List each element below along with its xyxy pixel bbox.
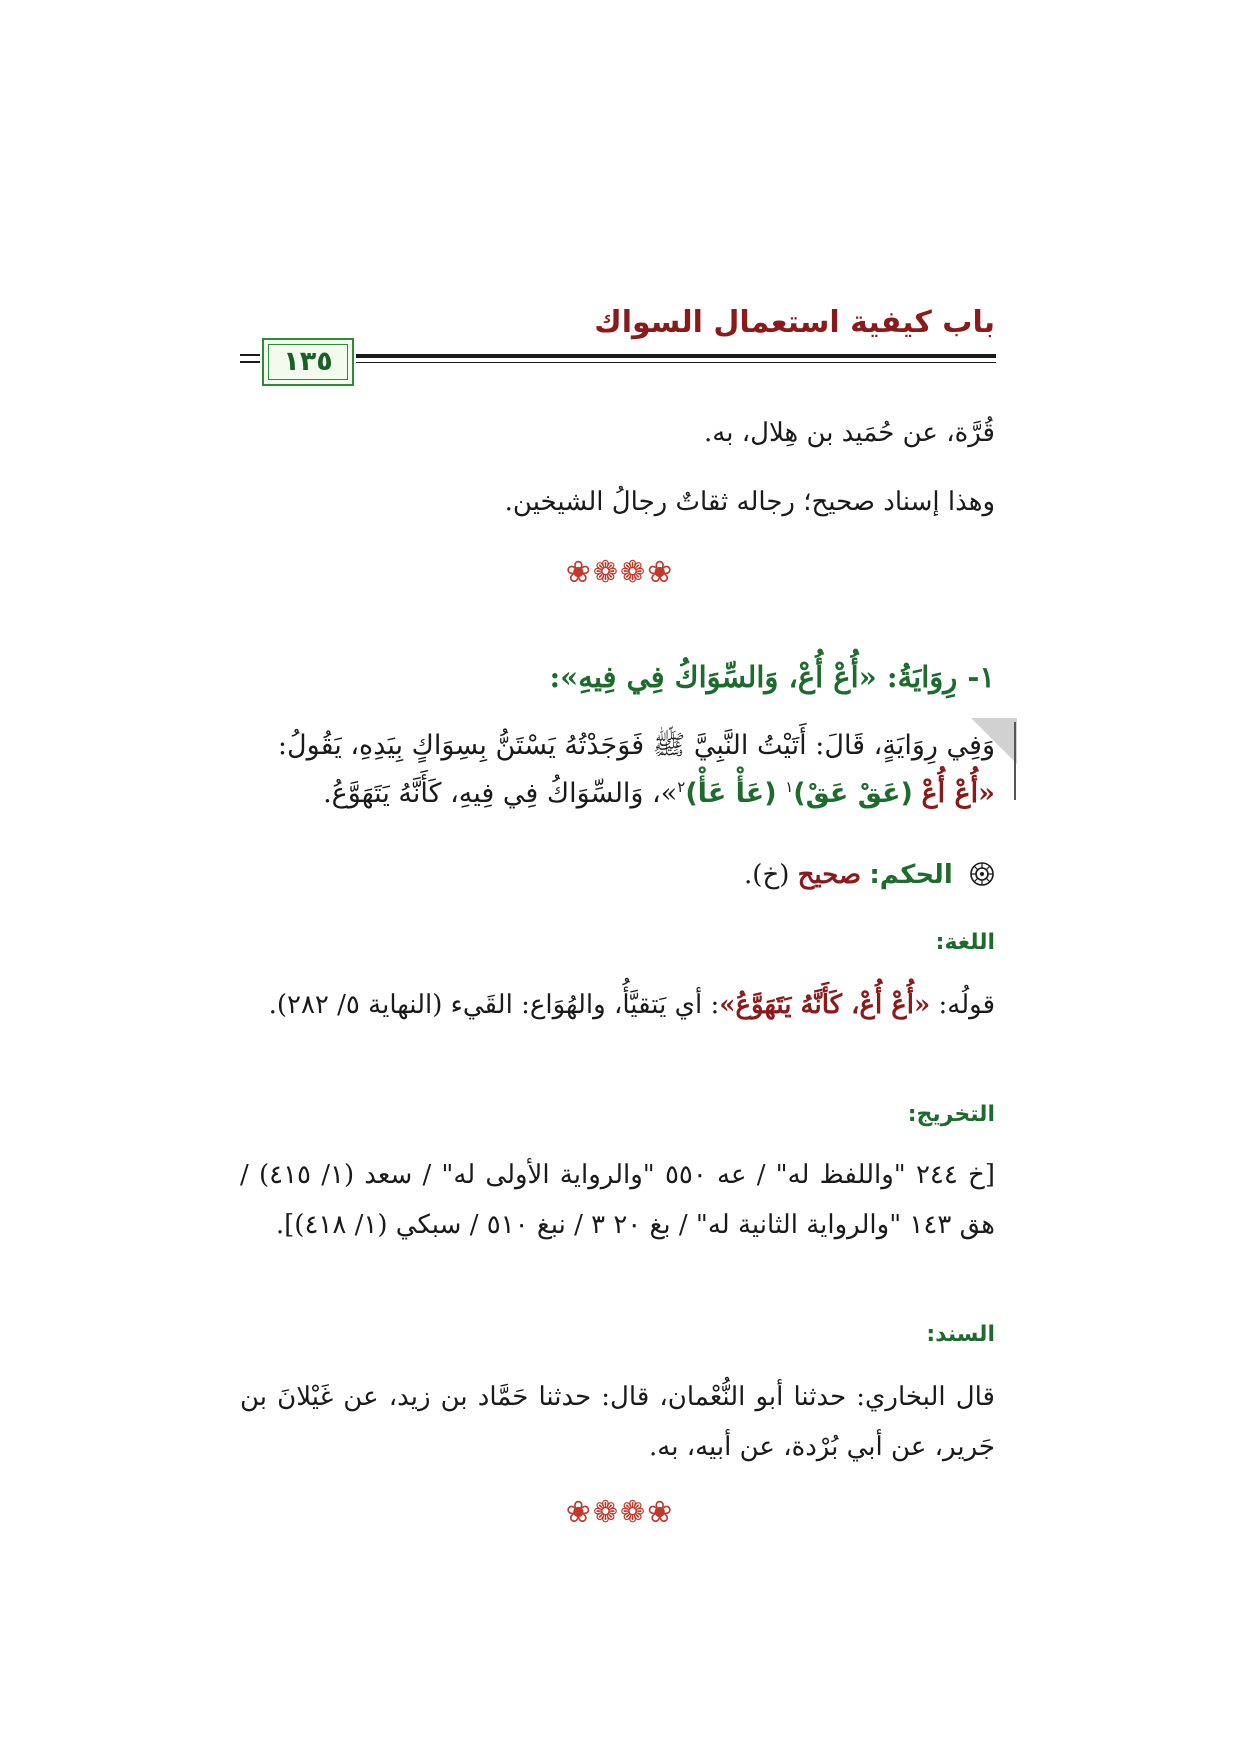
corner-decoration-line xyxy=(1014,722,1016,800)
language-paragraph xyxy=(240,980,995,1030)
ornament-divider-bottom: ❀❁❁❀ xyxy=(565,1495,675,1530)
hadith-quote-start: «أُعْ أُعْ xyxy=(921,778,995,809)
hadith-heading xyxy=(549,660,995,694)
hadith-variant-1: (عَقْ عَقْ) xyxy=(793,778,913,809)
header-rule-left xyxy=(240,354,260,356)
language-quote: «أُعْ أُعْ، كَأَنَّهُ يَتَهَوَّعُ» xyxy=(719,990,931,1020)
sanad-heading: السند: xyxy=(926,1322,995,1347)
rosette-icon xyxy=(969,861,995,887)
takhrij-heading: التخريج: xyxy=(907,1102,995,1127)
hadith-variant-2: (عَأْ عَأْ) xyxy=(685,778,777,809)
hadith-number: ١- xyxy=(967,660,995,694)
ruling-source: (خ). xyxy=(744,860,790,890)
language-explanation: : أي يَتقيَّأُ، والهُوَاع: القَيء (النهاية ٥/ ٢٨٢). xyxy=(268,990,720,1020)
header-rule-left-2 xyxy=(240,361,260,363)
page-number-frame xyxy=(262,338,354,386)
language-heading: اللغة: xyxy=(935,930,995,955)
ruling-label: الحكم: xyxy=(869,860,953,890)
takhrij-paragraph: [خ ٢٤٤ "واللفظ له" / عه ٥٥٠ "والرواية الأولى له" / سعد (١/ ٤١٥) / هق ١٤٣ "والرواية الثانية له" / بغ ٢٠ ٣ / نبغ ٥١٠ / سبكي (١/ ٤١٨)]. xyxy=(240,1160,995,1240)
chapter-title: باب كيفية استعمال السواك xyxy=(594,305,995,340)
ruling-value: صحيح xyxy=(797,860,862,890)
sanad-paragraph: قال البخاري: حدثنا أبو النُّعْمان، قال: حدثنا حَمَّاد بن زيد، عن غَيْلانَ بن جَرير، عن أبي بُرْدة، عن أبيه، به. xyxy=(240,1382,995,1462)
ornament-divider-top: ❀❁❁❀ xyxy=(565,555,675,590)
language-prefix: قولُه: xyxy=(938,990,995,1020)
hadith-text-line-2 xyxy=(323,778,995,809)
hadith-title: رِوَايَةُ: «أُعْ أُعْ، وَالسِّوَاكُ فِي فِيهِ»: xyxy=(549,660,958,694)
ruling-line xyxy=(744,860,995,890)
hadith-quote-end: »، وَالسِّوَاكُ فِي فِيهِ، كَأَنَّهُ يَتَهَوَّعُ. xyxy=(323,778,678,809)
intro-line-1: قُرَّة، عن حُمَيد بن هِلال، به. xyxy=(704,418,995,448)
footnote-ref-1: ١ xyxy=(785,778,794,796)
intro-line-2: وهذا إسناد صحيح؛ رجاله ثقاتٌ رجالُ الشيخين. xyxy=(504,487,995,517)
footnote-ref-2: ٢ xyxy=(677,778,686,796)
page-number: ١٣٥ xyxy=(283,346,333,377)
hadith-text-line-1: وَفِي رِوَايَةٍ، قَالَ: أَتَيْتُ النَّبِيَّ ﷺ فَوَجَدْتُهُ يَسْتَنُّ بِسِوَاكٍ بِيَدِهِ، يَقُولُ: xyxy=(277,730,995,761)
header-rule-right-2 xyxy=(356,362,996,363)
header-rule-right xyxy=(356,354,996,358)
